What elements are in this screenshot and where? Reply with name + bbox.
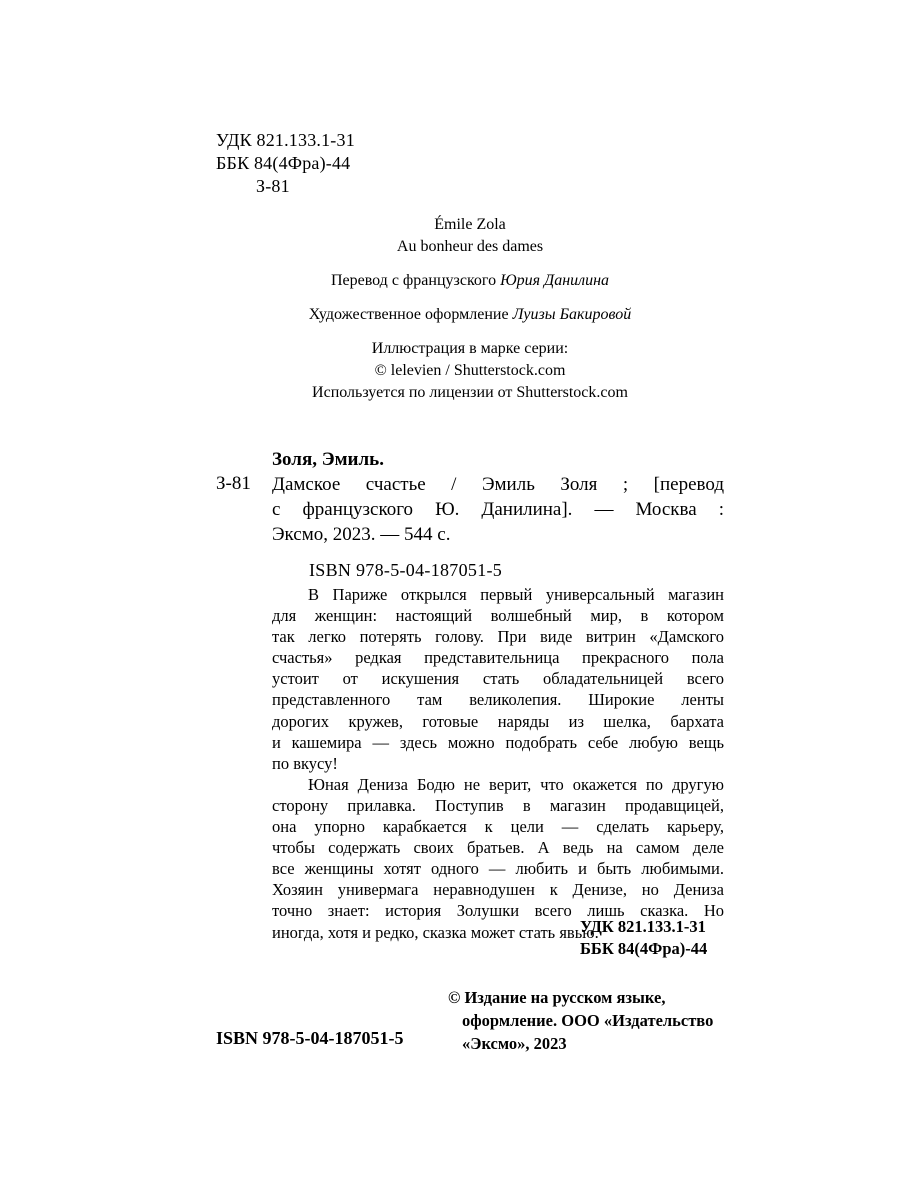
annotation-line: Хозяин универмага неравнодушен к Денизе, но Дениза bbox=[272, 880, 724, 900]
annotation-line: устоит от искушения стать обладательницей всего bbox=[272, 669, 724, 689]
annotation-line: Юная Дениза Бодю не верит, что окажется по другую bbox=[308, 774, 724, 794]
annotation-line: В Париже открылся первый универсальный магазин bbox=[308, 585, 724, 604]
main-isbn: ISBN 978-5-04-187051-5 bbox=[216, 1028, 404, 1048]
annotation-line: и кашемира — здесь можно подобрать себе любую вещь bbox=[272, 732, 724, 752]
illustration-line: © lelevien / Shutterstock.com bbox=[374, 362, 566, 379]
original-title: Au bonheur des dames bbox=[396, 238, 544, 255]
translation-prefix: Перевод с французского bbox=[330, 272, 501, 289]
annotation-line: точно знает: история Золушки всего лишь сказка. Но bbox=[272, 901, 724, 921]
copyright-line: оформление. ООО «Издательство bbox=[462, 1011, 714, 1030]
annotation-line: представленного там великолепия. Широкие ленты bbox=[272, 690, 724, 710]
illustration-line: Иллюстрация в марке серии: bbox=[371, 340, 569, 357]
catalog-author-mark: З-81 bbox=[216, 473, 251, 494]
catalog-isbn: ISBN 978-5-04-187051-5 bbox=[309, 560, 503, 580]
annotation-line: чтобы содержать своих братьев. А ведь на самом деле bbox=[272, 838, 724, 858]
description-line: Эксмо, 2023. — 544 с. bbox=[272, 524, 451, 545]
udk-code: УДК 821.133.1-31 bbox=[216, 130, 355, 150]
design-prefix: Художественное оформление bbox=[308, 306, 513, 323]
description-line: с французского Ю. Данилина]. — Москва : bbox=[272, 499, 724, 520]
annotation-line: для женщин: настоящий волшебный мир, в котором bbox=[272, 606, 724, 626]
illustration-credit bbox=[266, 338, 674, 404]
copyright-notice bbox=[448, 986, 713, 1055]
original-edition bbox=[266, 214, 674, 258]
annotation-line: сторону прилавка. Поступив в магазин продавщицей, bbox=[272, 795, 724, 815]
classification-codes bbox=[216, 129, 355, 198]
translator-name: Юрия Данилина bbox=[500, 272, 610, 289]
bottom-classification-codes bbox=[580, 916, 707, 960]
annotation-line: так легко потерять голову. При виде витрин «Дамского bbox=[272, 627, 724, 647]
catalog-author-heading: Золя, Эмиль. bbox=[272, 449, 384, 470]
annotation-line: счастья» редкая представительница прекрасного пола bbox=[272, 648, 724, 668]
annotation-line: она упорно карабкается к цели — сделать карьеру, bbox=[272, 817, 724, 837]
annotation bbox=[272, 584, 724, 943]
author-mark: З-81 bbox=[256, 176, 290, 196]
copyright-line: «Эксмо», 2023 bbox=[462, 1034, 567, 1053]
credits-block bbox=[266, 214, 674, 416]
annotation-line: дорогих кружев, готовые наряды из шелка, бархата bbox=[272, 711, 724, 731]
designer-name: Луизы Бакировой bbox=[512, 306, 632, 323]
copyright-line: © Издание на русском языке, bbox=[448, 988, 666, 1007]
annotation-line: иногда, хотя и редко, сказка может стать явью. bbox=[272, 922, 599, 942]
bibliographic-description bbox=[272, 472, 724, 547]
illustration-line: Используется по лицензии от Shutterstock.com bbox=[312, 384, 628, 401]
bbk-code: ББК 84(4Фра)-44 bbox=[580, 939, 708, 958]
design-credit bbox=[266, 304, 674, 326]
original-author: Émile Zola bbox=[434, 216, 506, 233]
description-line: Дамское счастье / Эмиль Золя ; [перевод bbox=[272, 474, 724, 495]
translation-credit bbox=[266, 270, 674, 292]
bbk-code: ББК 84(4Фра)-44 bbox=[216, 153, 351, 173]
udk-code: УДК 821.133.1-31 bbox=[580, 917, 706, 936]
annotation-line: по вкусу! bbox=[272, 753, 338, 773]
annotation-line: все женщины хотят одного — любить и быть любимыми. bbox=[272, 859, 724, 879]
